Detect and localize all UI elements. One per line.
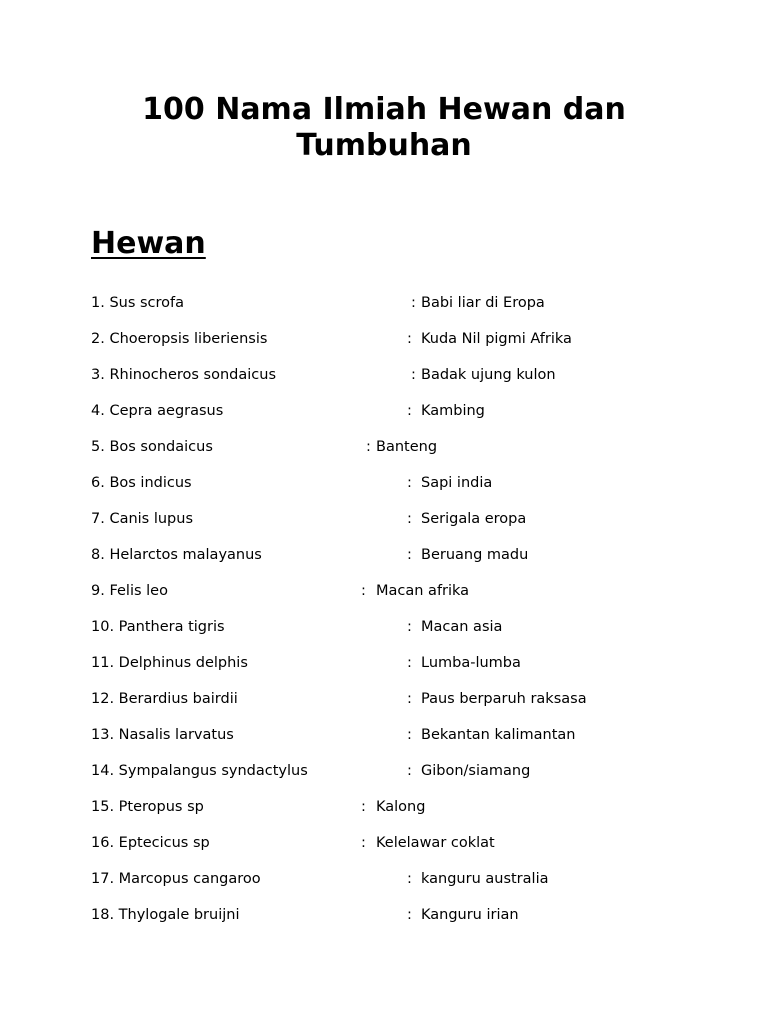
entry-common-name: Bekantan kalimantan: [421, 727, 576, 743]
entry-row: [0, 400, 768, 422]
entry-separator: :: [361, 799, 366, 815]
entry-separator: :: [407, 907, 412, 923]
entry-common-name: Banteng: [376, 439, 438, 455]
entry-common-name: Serigala eropa: [421, 511, 527, 527]
entry-scientific-name: 9. Felis leo: [91, 583, 168, 599]
entry-row: [0, 616, 768, 638]
entry-separator: :: [407, 871, 412, 887]
entry-row: [0, 580, 768, 602]
entry-row: [0, 292, 768, 314]
entry-common-name: Lumba-lumba: [421, 655, 521, 671]
entry-common-name: kanguru australia: [421, 871, 549, 887]
entry-separator: :: [361, 583, 366, 599]
entry-separator: :: [366, 439, 371, 455]
entry-common-name: Kambing: [421, 403, 485, 419]
entry-scientific-name: 11. Delphinus delphis: [91, 655, 248, 671]
entry-common-name: Sapi india: [421, 475, 493, 491]
entry-scientific-name: 12. Berardius bairdii: [91, 691, 238, 707]
entry-scientific-name: 2. Choeropsis liberiensis: [91, 331, 268, 347]
entry-scientific-name: 8. Helarctos malayanus: [91, 547, 262, 563]
entry-separator: :: [411, 295, 416, 311]
entry-row: [0, 652, 768, 674]
entry-scientific-name: 7. Canis lupus: [91, 511, 194, 527]
entry-separator: :: [407, 331, 412, 347]
entry-row: [0, 760, 768, 782]
entry-row: [0, 472, 768, 494]
entry-scientific-name: 18. Thylogale bruijni: [91, 907, 240, 923]
entry-common-name: Macan afrika: [376, 583, 470, 599]
entry-row: [0, 364, 768, 386]
document-title: [0, 92, 768, 164]
entry-separator: :: [407, 727, 412, 743]
entry-row: [0, 904, 768, 926]
entry-row: [0, 868, 768, 890]
entry-separator: :: [411, 367, 416, 383]
entry-separator: :: [407, 403, 412, 419]
entry-separator: :: [407, 547, 412, 563]
entry-row: [0, 508, 768, 530]
section-heading-hewan: Hewan: [91, 226, 206, 261]
entry-common-name: Badak ujung kulon: [421, 367, 556, 383]
entry-scientific-name: 4. Cepra aegrasus: [91, 403, 224, 419]
entry-row: [0, 328, 768, 350]
entry-row: [0, 724, 768, 746]
entry-common-name: Beruang madu: [421, 547, 529, 563]
entry-row: [0, 688, 768, 710]
entry-common-name: Macan asia: [421, 619, 503, 635]
entry-common-name: Kanguru irian: [421, 907, 519, 923]
entry-row: [0, 544, 768, 566]
entry-common-name: Paus berparuh raksasa: [421, 691, 587, 707]
entry-separator: :: [407, 763, 412, 779]
entry-scientific-name: 14. Sympalangus syndactylus: [91, 763, 308, 779]
entry-common-name: Kalong: [376, 799, 426, 815]
entry-scientific-name: 1. Sus scrofa: [91, 295, 185, 311]
entry-common-name: Gibon/siamang: [421, 763, 531, 779]
entry-scientific-name: 16. Eptecicus sp: [91, 835, 210, 851]
entry-separator: :: [407, 619, 412, 635]
entry-common-name: Kelelawar coklat: [376, 835, 495, 851]
entry-common-name: Babi liar di Eropa: [421, 295, 545, 311]
document-title-line-1: 100 Nama Ilmiah Hewan dan: [142, 92, 626, 127]
entry-scientific-name: 6. Bos indicus: [91, 475, 192, 491]
document-title-line-2: Tumbuhan: [296, 128, 472, 163]
entry-separator: :: [407, 511, 412, 527]
entry-scientific-name: 5. Bos sondaicus: [91, 439, 213, 455]
entry-row: [0, 436, 768, 458]
entry-scientific-name: 15. Pteropus sp: [91, 799, 204, 815]
entry-separator: :: [361, 835, 366, 851]
entry-separator: :: [407, 691, 412, 707]
entry-common-name: Kuda Nil pigmi Afrika: [421, 331, 572, 347]
entry-separator: :: [407, 475, 412, 491]
entry-scientific-name: 13. Nasalis larvatus: [91, 727, 234, 743]
entry-row: [0, 796, 768, 818]
entry-scientific-name: 17. Marcopus cangaroo: [91, 871, 261, 887]
entry-row: [0, 832, 768, 854]
entry-scientific-name: 10. Panthera tigris: [91, 619, 225, 635]
entry-separator: :: [407, 655, 412, 671]
entry-scientific-name: 3. Rhinocheros sondaicus: [91, 367, 277, 383]
